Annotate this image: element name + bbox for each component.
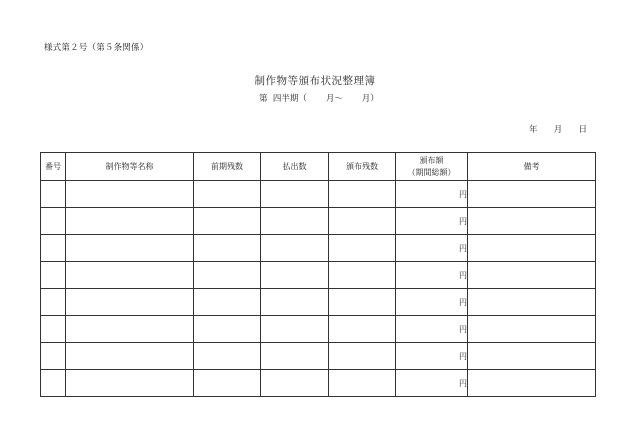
item-name-cell [66,181,194,208]
previous-stock-cell [194,208,261,235]
table-row [41,262,596,289]
period-month-start: 月～ [325,94,343,104]
remarks-cell [468,262,596,289]
issued-cell [261,289,329,316]
issued-cell [261,343,329,370]
remarks-cell [468,208,596,235]
issued-cell [261,235,329,262]
period-month-end: 月） [361,94,379,104]
number-cell [41,208,66,235]
header-amount [396,153,468,181]
previous-stock-cell [194,316,261,343]
amount-cell [396,316,468,343]
period-prefix: 第 [259,94,268,104]
issued-cell [261,181,329,208]
item-name-cell [66,208,194,235]
amount-cell [396,181,468,208]
previous-stock-cell [194,289,261,316]
item-name-cell [66,370,194,397]
table-row [41,181,596,208]
item-name-cell [66,343,194,370]
distributed-count-cell [329,289,396,316]
period-quarter-label: 四半期（ [272,94,307,104]
number-cell [41,316,66,343]
header-issued: 払出数 [261,153,329,181]
item-name-cell [66,316,194,343]
distributed-count-cell [329,343,396,370]
yen-unit: 円 [459,324,467,334]
table-row [41,208,596,235]
distributed-count-cell [329,316,396,343]
yen-unit: 円 [459,243,467,253]
remarks-cell [468,181,596,208]
remarks-cell [468,343,596,370]
remarks-cell [468,316,596,343]
previous-stock-cell [194,262,261,289]
yen-unit: 円 [459,270,467,280]
issued-cell [261,208,329,235]
table-header-row [41,153,596,181]
yen-unit: 円 [459,189,467,199]
date-line [529,123,587,135]
distributed-count-cell [329,181,396,208]
number-cell [41,343,66,370]
distributed-count-cell [329,370,396,397]
header-item-name: 制作物等名称 [66,153,194,181]
amount-cell [396,235,468,262]
number-cell [41,262,66,289]
header-number: 番号 [41,153,66,181]
issued-cell [261,316,329,343]
remarks-cell [468,235,596,262]
yen-unit: 円 [459,378,467,388]
yen-unit: 円 [459,297,467,307]
remarks-cell [468,370,596,397]
ledger-body [41,181,596,397]
yen-unit: 円 [459,216,467,226]
remarks-cell [468,289,596,316]
header-remarks: 備考 [468,153,596,181]
form-number: 様式第２号（第５条関係） [44,43,149,53]
table-row [41,289,596,316]
document-title: 制作物等頒布状況整理簿 [254,75,376,87]
issued-cell [261,262,329,289]
distribution-ledger-table [40,152,596,397]
table-row [41,343,596,370]
issued-cell [261,370,329,397]
number-cell [41,235,66,262]
table-row [41,316,596,343]
previous-stock-cell [194,370,261,397]
previous-stock-cell [194,343,261,370]
distributed-count-cell [329,208,396,235]
item-name-cell [66,262,194,289]
date-month: 月 [553,125,563,135]
item-name-cell [66,235,194,262]
number-cell [41,370,66,397]
item-name-cell [66,289,194,316]
header-previous-stock: 前期残数 [194,153,261,181]
date-day: 日 [578,125,587,135]
previous-stock-cell [194,235,261,262]
number-cell [41,181,66,208]
header-distributed-count: 頒布残数 [329,153,396,181]
table-row [41,370,596,397]
amount-cell [396,343,468,370]
amount-cell [396,262,468,289]
period-line [259,92,379,104]
amount-cell [396,208,468,235]
date-year: 年 [529,125,538,135]
yen-unit: 円 [459,351,467,361]
distributed-count-cell [329,262,396,289]
previous-stock-cell [194,181,261,208]
amount-cell [396,370,468,397]
table-row [41,235,596,262]
header-amount-line2: （期間総額） [407,167,456,177]
distributed-count-cell [329,235,396,262]
header-amount-line1: 頒布額 [419,155,444,165]
amount-cell [396,289,468,316]
number-cell [41,289,66,316]
